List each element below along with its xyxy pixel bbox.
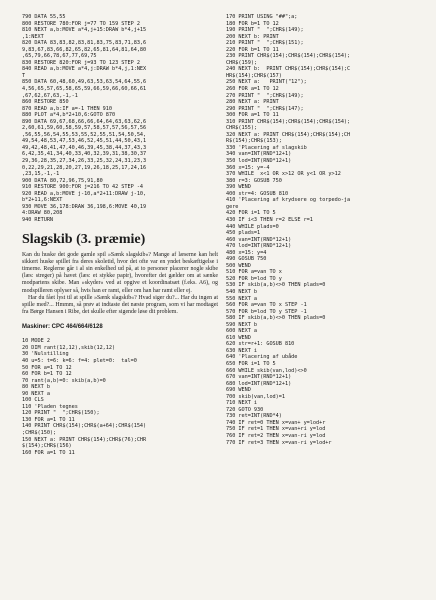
code-line: 190 PRINT " ";CHR$(149); bbox=[226, 27, 304, 34]
code-line: 650 FOR i=1 TO 5 bbox=[226, 360, 276, 367]
code-line: 30 'Nulstilling bbox=[22, 351, 69, 358]
code-line: CHR$(159); bbox=[226, 59, 258, 66]
article-body bbox=[22, 252, 218, 317]
code-line: 710 NEXT i bbox=[226, 400, 258, 407]
paragraph-1: Kan du huske det gode gamle spil »Sænk slagskib«? Mange af læserne kan helt sikkert huske spillet fra deres skoletid, hvor det ofte var en yndet beskæftigelse i timerne. Reglerne går i al sin enkelhed ud på, at to personer placerer nogle skibe (læs: streger) på havet (læs: et stykke papir), hvorefter det gælder om at sænke modpartens skibe. Man »skyder« ved at opgive et koordinatsæt (f.eks. A6), og modspilleren oplyser så, hvis han er ramt, eller om han har ramt eller ej. bbox=[22, 251, 218, 294]
code-line: ;CHR$(150); bbox=[22, 429, 57, 436]
code-line: 660 WHILE skib(van,lod)<>0 bbox=[226, 367, 307, 374]
code-line: 540 NEXT b bbox=[226, 288, 258, 295]
code-line: 29,36,28,35,27,34,26,33,25,32,24,31,23,3 bbox=[22, 158, 147, 165]
code-line: 900 DATA 80,72,96,75,91,80 bbox=[22, 177, 103, 184]
code-line: 370 WHILE x<1 OR x>12 OR y<1 OR y>12 bbox=[226, 171, 341, 178]
code-line: 530 IF skib(a,b)<>0 THEN plads=0 bbox=[226, 282, 326, 289]
code-line: 630 NEXT i bbox=[226, 347, 258, 354]
article-heading: Slagskib (3. præmie) bbox=[22, 231, 146, 247]
code-line: 250 NEXT a: PRINT("12"); bbox=[226, 79, 307, 86]
code-line: 860 RESTORE 850 bbox=[22, 99, 69, 106]
code-line: 610 WEND bbox=[226, 334, 251, 341]
code-line: R$(154);CHR$(153); bbox=[226, 138, 282, 145]
code-line: 500 WEND bbox=[226, 262, 251, 269]
code-line: 600 NEXT a bbox=[226, 328, 258, 335]
code-line: 420 FOR i=1 TO 5 bbox=[226, 210, 276, 217]
code-line: 130 FOR a=1 TO 11 bbox=[22, 416, 75, 423]
code-line: 110 'Pladen tegnes bbox=[22, 403, 78, 410]
code-line: 620 str=r+1: GOSUB 810 bbox=[226, 341, 295, 348]
code-line: 700 skib(van,lod)=1 bbox=[226, 393, 285, 400]
code-line: 580 IF skib(a,b)<>0 THEN plads=0 bbox=[226, 315, 326, 322]
code-line: 680 lod=INT(RND*12+1) bbox=[226, 380, 292, 387]
code-line: 4,56,65,57,65,58,65,59,66,59,66,60,66,61 bbox=[22, 86, 147, 93]
code-line: CHR$(155); bbox=[226, 125, 258, 132]
code-line: 460 van=INT(RND*12+1) bbox=[226, 236, 292, 243]
code-line: 340 van=INT(RND*12+1) bbox=[226, 151, 292, 158]
code-line: 520 FOR b=lod TO y bbox=[226, 275, 282, 282]
code-line: 510 FOR a=van TO x bbox=[226, 269, 282, 276]
code-line: 49,54,48,53,47,53,46,52,45,51,44,50,43,1 bbox=[22, 138, 147, 145]
code-line: 4:DRAW 80,208 bbox=[22, 210, 63, 217]
right-column bbox=[226, 14, 430, 446]
code-line: 930 MOVE 36,178:DRAW 36,198,6:MOVE 40,19 bbox=[22, 203, 147, 210]
code-line: 560 FOR a=van TO x STEP -1 bbox=[226, 302, 307, 309]
code-line: 470 lod=INT(RND*12+1) bbox=[226, 243, 292, 250]
code-line: 440 WHILE plads=0 bbox=[226, 223, 279, 230]
code-line: HR$(154);CHR$(157) bbox=[226, 72, 282, 79]
code-line: 2,60,61,59,60,58,59,57,58,57,57,56,57,56 bbox=[22, 125, 147, 132]
code-line: 840 READ a,b:MOVE a*4,j:DRAW b*4,j,1:NEX bbox=[22, 66, 147, 73]
code-line: 80 NEXT b bbox=[22, 384, 50, 391]
code-line: 830 RESTORE 820:FOR j=93 TO 123 STEP 2 bbox=[22, 59, 140, 66]
code-line: 480 x=15: y=4 bbox=[226, 249, 267, 256]
code-line: 410 'Placering af krydsere og torpedo-ja bbox=[226, 197, 351, 204]
code-line: b*2+11,6:NEXT bbox=[22, 197, 63, 204]
code-line: 60 FOR b=1 TO 12 bbox=[22, 371, 72, 378]
code-line: 670 van=INT(RND*12+1) bbox=[226, 374, 292, 381]
code-line: 810 NEXT a,b:MOVE a*4,j+15:DRAW b*4,j+15 bbox=[22, 27, 147, 34]
code-line: 120 PRINT " ";CHR$(150); bbox=[22, 410, 100, 417]
code-line: 770 IF ret=3 THEN x=van-ri y=lod+r bbox=[226, 439, 332, 446]
code-line: 40 u=5: t=6: k=6: f=4: plet=0: tal=0 bbox=[22, 357, 137, 364]
code-line: 690 WEND bbox=[226, 387, 251, 394]
left-column bbox=[22, 14, 218, 456]
code-line: 740 IF ret=0 THEN x=van+ y=lod+r bbox=[226, 419, 326, 426]
code-line: 910 RESTORE 900:FOR j=216 TO 42 STEP -4 bbox=[22, 184, 144, 191]
code-line: ,56,55,56,54,55,53,55,52,55,51,54,50,54, bbox=[22, 131, 147, 138]
code-line: 640 'Placering af ubåde bbox=[226, 354, 298, 361]
machine-label: Maskiner: CPC 464/664/6128 bbox=[22, 324, 103, 331]
code-line: 240 NEXT b: PRINT CHR$(154);CHR$(154);C bbox=[226, 66, 351, 73]
code-line: 10 MODE 2 bbox=[22, 338, 50, 345]
code-line: 450 plads=1 bbox=[226, 230, 261, 237]
code-line: 550 NEXT a bbox=[226, 295, 258, 302]
code-line: 260 FOR a=1 TO 12 bbox=[226, 86, 279, 93]
code-line: 760 IF ret=2 THEN x=van-ri y=lod bbox=[226, 433, 326, 439]
code-line: 150 NEXT a: PRINT CHR$(154);CHR$(76);CHR bbox=[22, 436, 147, 443]
code-line: 880 PLOT a*4,b*2+10,6:GOTO 870 bbox=[22, 112, 116, 119]
code-line: 210 PRINT " ";CHR$(151); bbox=[226, 40, 304, 47]
code-line: 570 FOR b=lod TO y STEP -1 bbox=[226, 308, 307, 315]
code-line: 100 CLS bbox=[22, 397, 44, 404]
code-line: 200 NEXT b: PRINT bbox=[226, 33, 279, 40]
code-line: 270 PRINT " ";CHR$(149); bbox=[226, 92, 304, 99]
code-line: 49,42,48,41,47,40,46,39,45,38,44,37,43,3 bbox=[22, 144, 147, 151]
code-line: 730 ret=INT(RND*4) bbox=[226, 413, 282, 420]
code-line: gere bbox=[226, 203, 239, 210]
code-line: 590 NEXT b bbox=[226, 321, 258, 328]
code-line: 170 PRINT USING "##";a; bbox=[226, 14, 298, 20]
code-line: 720 GOTO 930 bbox=[226, 406, 264, 413]
code-line: 820 DATA 83,83,82,83,81,83,75,83,71,83,6 bbox=[22, 40, 147, 47]
code-line: 6,42,35,41,34,40,33,40,32,39,31,38,30,37 bbox=[22, 151, 147, 158]
code-line: 230 PRINT CHR$(154);CHR$(154);CHR$(154); bbox=[226, 53, 351, 60]
code-line: 400 str=4: GOSUB 810 bbox=[226, 190, 289, 197]
code-line: 380 r=3: GOSUB 750 bbox=[226, 177, 282, 184]
code-line: 70 rant(a,b)=0: skib(a,b)=0 bbox=[22, 377, 106, 384]
code-line: 290 PRINT " ";CHR$(147); bbox=[226, 105, 304, 112]
code-line: 430 IF i<3 THEN r=2 ELSE r=1 bbox=[226, 216, 313, 223]
code-line: 50 FOR a=1 TO 12 bbox=[22, 364, 72, 371]
code-line: T bbox=[22, 72, 26, 79]
code-listing-right bbox=[226, 14, 430, 446]
code-line: 940 RETURN bbox=[22, 216, 54, 223]
code-line: 330 'Placering af slagskib bbox=[226, 144, 307, 151]
code-line: 360 x=15: y=-4 bbox=[226, 164, 270, 171]
code-line: 280 NEXT a: PRINT bbox=[226, 99, 279, 106]
code-line: 870 READ a,b:IF a=-1 THEN 910 bbox=[22, 105, 112, 112]
code-line: 850 DATA 60,48,60,49,63,53,63,54,64,55,6 bbox=[22, 79, 147, 86]
code-listing-bottom bbox=[22, 338, 218, 456]
code-line: ,67,62,67,63,-1,-1 bbox=[22, 92, 78, 99]
code-line: 890 DATA 69,67,68,66,66,64,64,63,63,62,6 bbox=[22, 118, 147, 125]
code-line: 160 FOR a=1 TO 11 bbox=[22, 449, 75, 456]
code-line: 20 DIM rant(12,12),skib(12,12) bbox=[22, 344, 116, 351]
code-line: 9,83,67,83,66,82,65,82,65,81,64,81,64,80 bbox=[22, 46, 147, 53]
code-line: 390 WEND bbox=[226, 184, 251, 191]
code-line: 350 lod=INT(RND*12+1) bbox=[226, 158, 292, 165]
code-line: 790 DATA 55,55 bbox=[22, 14, 66, 20]
code-listing-top bbox=[22, 14, 218, 224]
code-line: 300 FOR a=1 TO 11 bbox=[226, 112, 279, 119]
code-line: 800 RESTORE 780:FOR j=77 TO 159 STEP 2 bbox=[22, 20, 140, 27]
code-line: ,65,79,66,78,67,77,69,75 bbox=[22, 53, 97, 60]
code-line: 0,22,29,21,28,20,27,19,26,18,25,17,24,16 bbox=[22, 164, 147, 171]
code-line: 490 GOSUB 750 bbox=[226, 256, 267, 263]
code-line: $(154);CHR$(156) bbox=[22, 443, 72, 450]
paragraph-2: Har du fået lyst til at spille »Sænk slagskib«? Hvad siger du?... Har du ingen at spille med?... Hmmm, så prøv at indtaste det næste program, som vi har modtaget fra Børge Hansen i Ribe, det skulle efter sigende løse dit problem. bbox=[22, 294, 218, 316]
code-line: 140 PRINT CHR$(154);CHR$(a+64);CHR$(154) bbox=[22, 423, 147, 430]
code-line: ,1:NEXT bbox=[22, 33, 44, 40]
code-line: 220 FOR b=1 TO 11 bbox=[226, 46, 279, 53]
code-line: 180 FOR b=1 TO 12 bbox=[226, 20, 279, 27]
code-line: ,23,15,-1,-1 bbox=[22, 171, 60, 178]
code-line: 90 NEXT a bbox=[22, 390, 50, 397]
code-line: 310 PRINT CHR$(154);CHR$(154);CHR$(154); bbox=[226, 118, 351, 125]
code-line: 320 NEXT a: PRINT CHR$(154);CHR$(154);CH bbox=[226, 131, 351, 138]
code-line: 750 IF ret=1 THEN x=van+ri y=lod bbox=[226, 426, 326, 433]
code-line: 920 READ a,b:MOVE j-10,a*2+11:DRAW j-10, bbox=[22, 190, 147, 197]
